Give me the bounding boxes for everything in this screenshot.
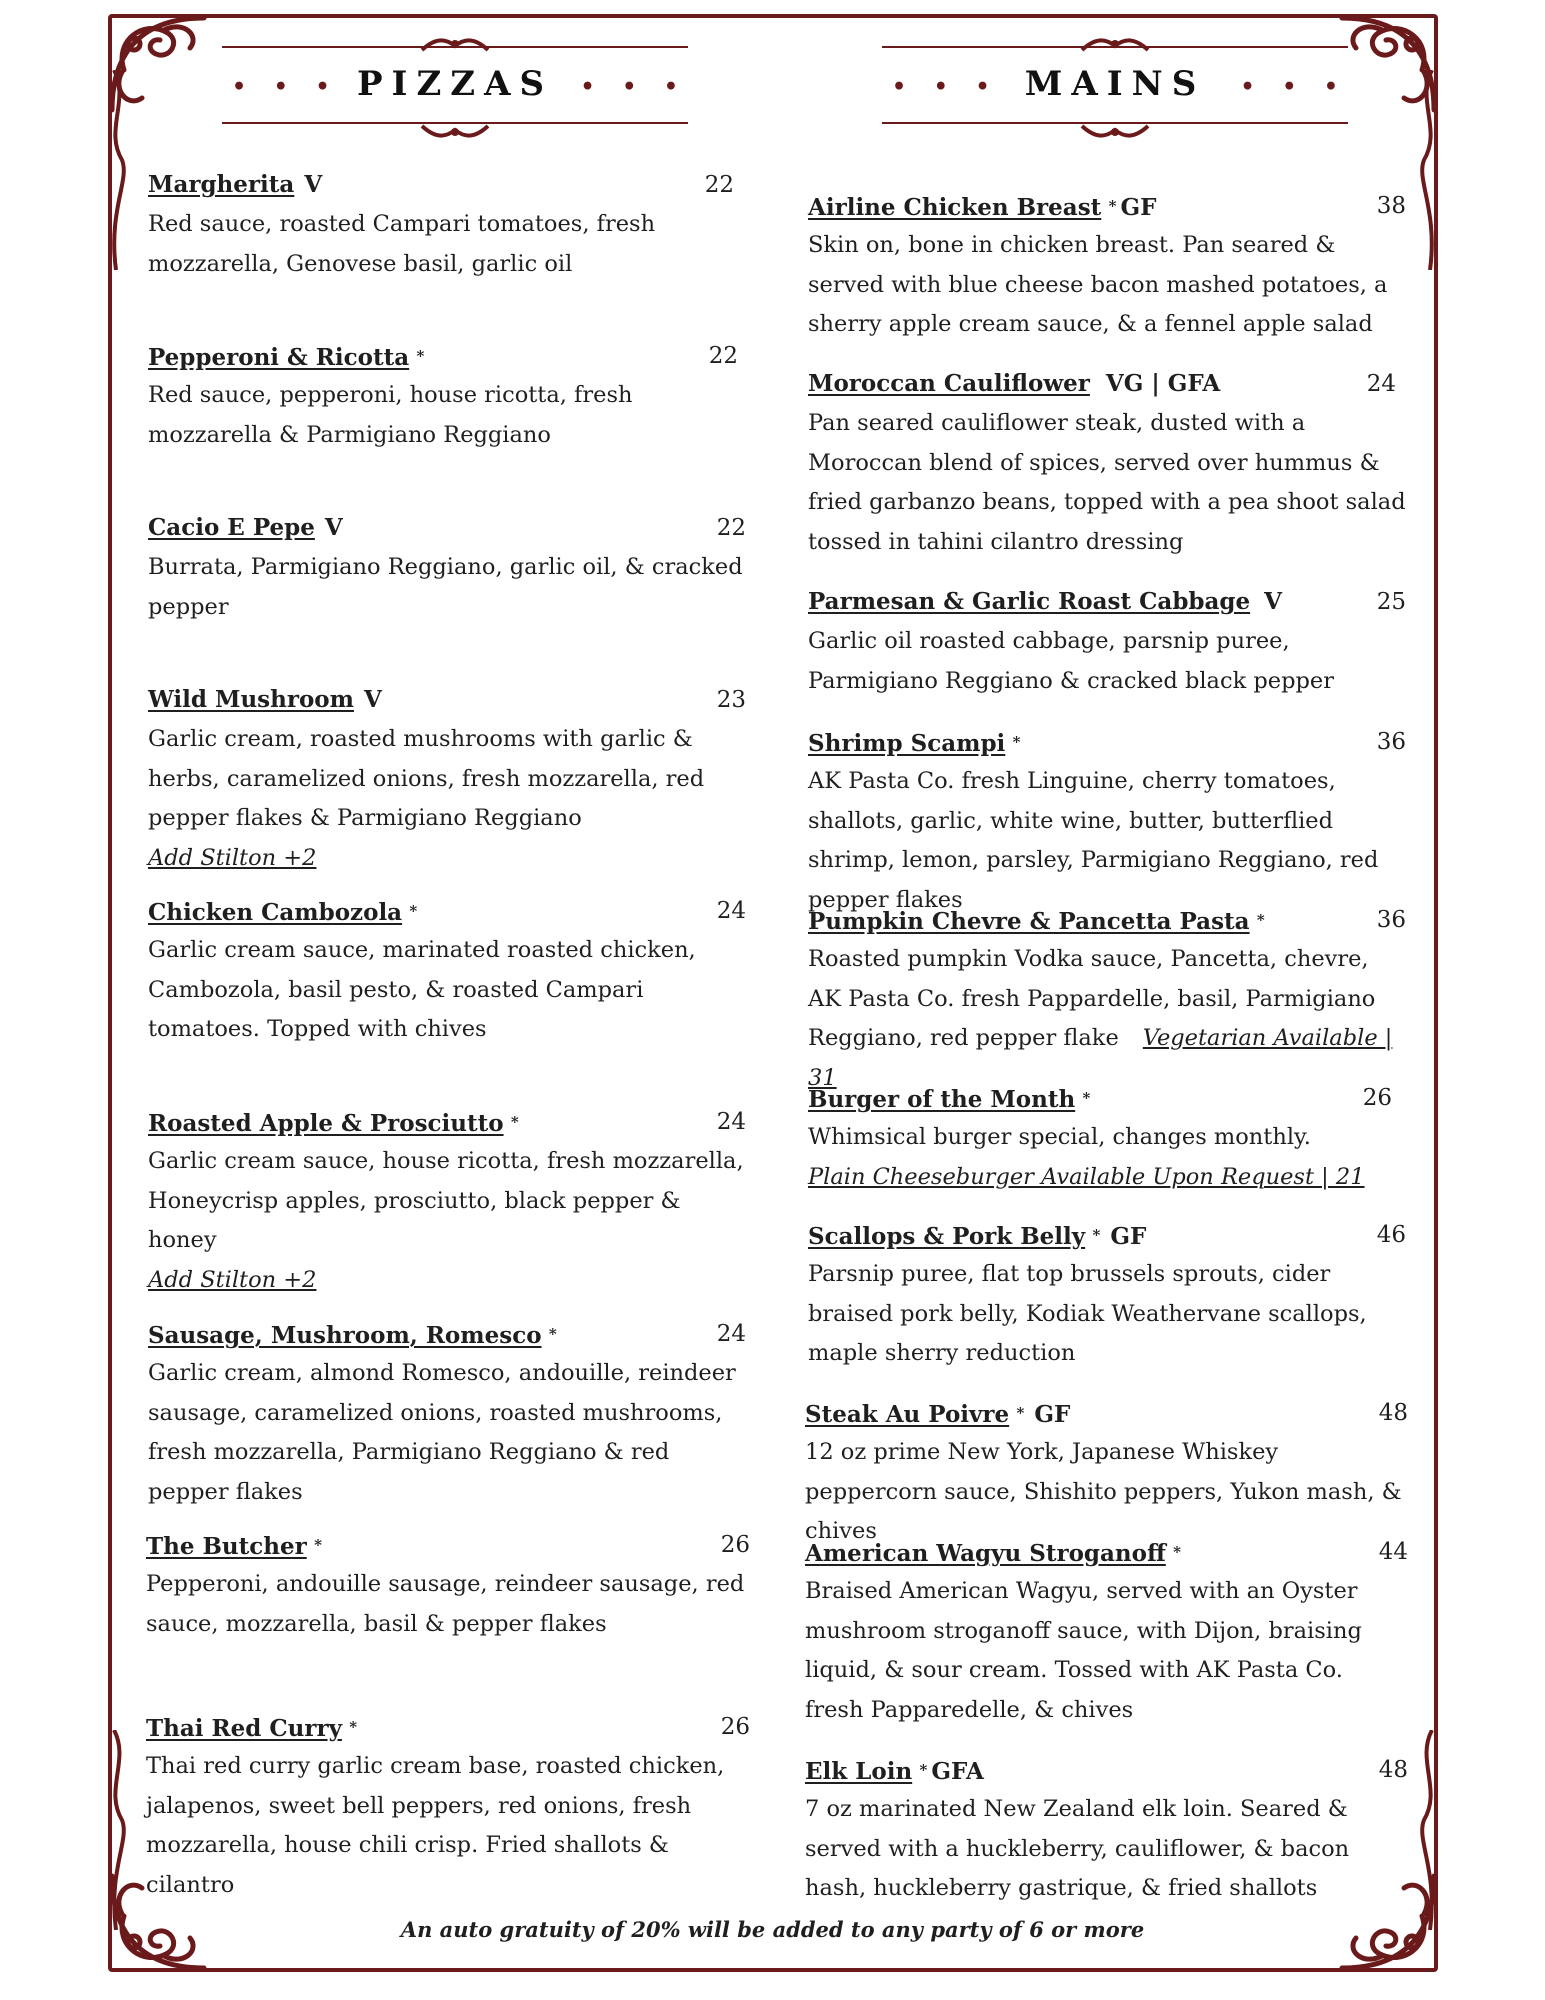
- item-price: 24: [716, 1321, 746, 1347]
- menu-item: [808, 582, 1406, 701]
- menu-item: [148, 680, 746, 878]
- section-title: MAINS: [1024, 64, 1206, 104]
- header-ornament: [1080, 36, 1150, 52]
- item-price: 48: [1378, 1757, 1408, 1783]
- item-addon: Plain Cheeseburger Available Upon Request | 21: [808, 1163, 1365, 1190]
- diet-tag: VG | GFA: [1105, 370, 1221, 397]
- header-ornament: [420, 124, 490, 140]
- item-description: Thai red curry garlic cream base, roasted chicken, jalapenos, sweet bell peppers, red onions, fresh mozzarella, house chili crisp. Fried shallots & cilantro: [146, 1753, 725, 1898]
- diet-tag: GF: [1034, 1401, 1071, 1428]
- diet-tag: GFA: [931, 1758, 984, 1785]
- menu-item: [148, 165, 746, 284]
- item-name: Pumpkin Chevre & Pancetta Pasta: [808, 908, 1250, 935]
- item-price: 48: [1378, 1400, 1408, 1426]
- item-price: 38: [1376, 193, 1406, 219]
- diet-tag: V: [363, 686, 382, 713]
- item-price: 46: [1376, 1222, 1406, 1248]
- header-dots-left: • • •: [892, 74, 1000, 100]
- item-name: Airline Chicken Breast: [808, 194, 1102, 221]
- menu-item: [148, 508, 746, 627]
- item-mark: *: [1082, 1089, 1091, 1107]
- menu-item: [808, 722, 1406, 920]
- item-name: Pepperoni & Ricotta: [148, 344, 410, 371]
- diet-tag: V: [1264, 588, 1282, 615]
- section-title: PIZZAS: [356, 64, 554, 104]
- menu-item: [805, 1393, 1408, 1552]
- side-flourish: [1412, 70, 1442, 270]
- item-name: Burger of the Month: [808, 1086, 1076, 1113]
- header-dots-left: • • •: [232, 74, 340, 100]
- menu-item: [805, 1532, 1408, 1730]
- item-name: The Butcher: [146, 1533, 307, 1560]
- item-name: Margherita: [148, 171, 295, 198]
- menu-item: [808, 900, 1406, 1098]
- item-description: Braised American Wagyu, served with an Oyster mushroom stroganoff sauce, with Dijon, braising liquid, & sour cream. Tossed with AK Pasta Co. fresh Papparedelle, & chives: [805, 1578, 1362, 1723]
- menu-item: [808, 1215, 1406, 1374]
- side-flourish: [104, 70, 134, 270]
- item-description: Red sauce, pepperoni, house ricotta, fresh mozzarella & Parmigiano Reggiano: [148, 382, 633, 448]
- item-name: Sausage, Mushroom, Romesco: [148, 1322, 542, 1349]
- item-mark: *: [349, 1718, 358, 1736]
- menu-item: [148, 1314, 746, 1512]
- item-description-text: Roasted pumpkin Vodka sauce, Pancetta, chevre, AK Pasta Co. fresh Pappardelle, basil, Parmigiano Reggiano, red pepper flake: [808, 946, 1376, 1051]
- item-mark: *: [548, 1325, 557, 1343]
- item-mark: *: [314, 1536, 322, 1554]
- item-name: Chicken Cambozola: [148, 899, 403, 926]
- item-description: Parsnip puree, flat top brussels sprouts, cider braised pork belly, Kodiak Weathervane scallops, maple sherry reduction: [808, 1261, 1367, 1366]
- item-description: Pepperoni, andouille sausage, reindeer sausage, red sauce, mozzarella, basil & pepper flakes: [146, 1571, 745, 1637]
- item-name: Moroccan Cauliflower: [808, 370, 1090, 397]
- item-description: Garlic cream sauce, marinated roasted chicken, Cambozola, basil pesto, & roasted Campari tomatoes. Topped with chives: [148, 937, 696, 1042]
- item-addon: Vegetarian Available | 31: [808, 1025, 1393, 1091]
- item-mark: *: [1012, 733, 1021, 751]
- item-price: 26: [720, 1532, 750, 1558]
- item-description: Garlic cream sauce, house ricotta, fresh mozzarella, Honeycrisp apples, prosciutto, black pepper & honey: [148, 1148, 744, 1253]
- item-mark: *: [919, 1761, 928, 1779]
- item-description: Garlic cream, roasted mushrooms with garlic & herbs, caramelized onions, fresh mozzarella, red pepper flakes & Parmigiano Reggiano: [148, 726, 705, 831]
- menu-item: [808, 186, 1406, 345]
- side-flourish: [1412, 1730, 1442, 1930]
- item-price: 22: [704, 172, 734, 198]
- item-mark: *: [1016, 1404, 1025, 1422]
- item-price: 24: [716, 1109, 746, 1135]
- item-mark: *: [510, 1113, 519, 1131]
- item-description: Garlic oil roasted cabbage, parsnip puree, Parmigiano Reggiano & cracked black pepper: [808, 628, 1334, 694]
- gratuity-note: An auto gratuity of 20% will be added to any party of 6 or more: [400, 1917, 1145, 1942]
- header-dots-right: • • •: [1240, 74, 1348, 100]
- item-description: Burrata, Parmigiano Reggiano, garlic oil, & cracked pepper: [148, 554, 743, 620]
- item-description: Whimsical burger special, changes monthly.: [808, 1124, 1311, 1150]
- diet-tag: GF: [1120, 194, 1157, 221]
- item-price: 23: [716, 687, 746, 713]
- pizzas-header: [222, 0, 688, 110]
- item-price: 24: [716, 898, 746, 924]
- item-name: Parmesan & Garlic Roast Cabbage: [808, 588, 1251, 615]
- item-description: Skin on, bone in chicken breast. Pan seared & served with blue cheese bacon mashed potatoes, a sherry apple cream sauce, & a fennel apple salad: [808, 232, 1388, 337]
- header-dots-right: • • •: [580, 74, 688, 100]
- item-description: AK Pasta Co. fresh Linguine, cherry tomatoes, shallots, garlic, white wine, butter, butterflied shrimp, lemon, parsley, Parmigiano Reggiano, red pepper flakes: [808, 768, 1379, 913]
- item-name: Scallops & Pork Belly: [808, 1223, 1086, 1250]
- item-price: 26: [720, 1714, 750, 1740]
- item-mark: *: [416, 347, 425, 365]
- item-name: Roasted Apple & Prosciutto: [148, 1110, 504, 1137]
- item-mark: *: [409, 902, 418, 920]
- menu-item: [148, 1102, 746, 1300]
- item-price: 36: [1376, 729, 1406, 755]
- menu-item: [146, 1707, 750, 1905]
- header-ornament: [1080, 124, 1150, 140]
- mains-header: [882, 0, 1348, 110]
- item-description: 7 oz marinated New Zealand elk loin. Seared & served with a huckleberry, cauliflower, & bacon hash, huckleberry gastrique, & fried shallots: [805, 1796, 1350, 1901]
- item-name: Cacio E Pepe: [148, 514, 315, 541]
- item-mark: *: [1092, 1226, 1101, 1244]
- menu-item: [808, 364, 1406, 562]
- item-price: 44: [1378, 1539, 1408, 1565]
- menu-item: [148, 891, 746, 1050]
- diet-tag: GF: [1110, 1223, 1147, 1250]
- item-description: 12 oz prime New York, Japanese Whiskey peppercorn sauce, Shishito peppers, Yukon mash, & chives: [805, 1439, 1402, 1544]
- item-price: 25: [1376, 589, 1406, 615]
- item-addon: Add Stilton +2: [148, 1266, 317, 1293]
- item-price: 36: [1376, 907, 1406, 933]
- diet-tag: V: [324, 514, 343, 541]
- item-price: 22: [716, 515, 746, 541]
- item-mark: *: [1108, 197, 1117, 215]
- item-name: Thai Red Curry: [146, 1715, 342, 1742]
- item-price: 24: [1366, 371, 1396, 397]
- menu-item: [808, 1078, 1406, 1197]
- item-mark: *: [1256, 911, 1265, 929]
- item-description: Pan seared cauliflower steak, dusted with a Moroccan blend of spices, served over hummus & fried garbanzo beans, topped with a pea shoot salad tossed in tahini cilantro dressing: [808, 410, 1406, 555]
- item-description: [808, 940, 1406, 1098]
- item-price: 22: [708, 343, 738, 369]
- item-name: Elk Loin: [805, 1758, 913, 1785]
- item-mark: *: [1173, 1543, 1182, 1561]
- menu-item: [146, 1525, 750, 1644]
- item-name: American Wagyu Stroganoff: [805, 1540, 1166, 1567]
- side-flourish: [104, 1730, 134, 1930]
- item-description: Red sauce, roasted Campari tomatoes, fresh mozzarella, Genovese basil, garlic oil: [148, 211, 656, 277]
- item-description: Garlic cream, almond Romesco, andouille, reindeer sausage, caramelized onions, roasted mushrooms, fresh mozzarella, Parmigiano Reggiano & red pepper flakes: [148, 1360, 736, 1505]
- item-name: Steak Au Poivre: [805, 1401, 1010, 1428]
- item-name: Wild Mushroom: [148, 686, 354, 713]
- item-addon: Add Stilton +2: [148, 844, 317, 871]
- header-ornament: [420, 36, 490, 52]
- menu-item: [805, 1750, 1408, 1909]
- diet-tag: V: [304, 171, 323, 198]
- item-price: 26: [1362, 1085, 1392, 1111]
- menu-item: [148, 336, 746, 455]
- item-name: Shrimp Scampi: [808, 730, 1006, 757]
